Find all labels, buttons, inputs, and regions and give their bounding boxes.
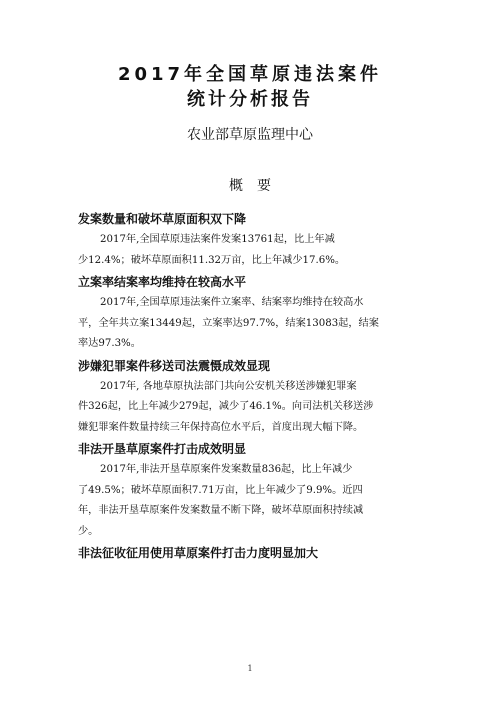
paragraph-line: 2017年, 各地草原执法部门共向公安机关移送涉嫌犯罪案 bbox=[100, 380, 357, 392]
section-heading: 发案数量和破坏草原面积双下降 bbox=[78, 212, 247, 226]
paragraph-line: 了49.5%；破坏草原面积7.71万亩，比上年减少了9.9%。近四 bbox=[78, 484, 363, 496]
section-heading: 非法征收征用使用草原案件打击力度明显加大 bbox=[78, 546, 319, 560]
paragraph-line: 件326起，比上年减少279起，减少了46.1%。向司法机关移送涉 bbox=[78, 401, 374, 412]
section-paragraph bbox=[78, 377, 440, 439]
section-paragraph bbox=[78, 460, 440, 542]
section-paragraph bbox=[78, 230, 440, 271]
report-title-line2: 统计分析报告 bbox=[187, 89, 313, 110]
paragraph-line: 2017年,全国草原违法案件发案13761起，比上年减 bbox=[100, 234, 335, 245]
section-paragraph bbox=[78, 293, 440, 355]
report-body bbox=[78, 209, 440, 564]
paragraph-line: 少。 bbox=[78, 525, 99, 537]
paragraph-line: 嫌犯罪案件数量持续三年保持高位水平后，首度出现大幅下降。 bbox=[78, 421, 364, 433]
summary-heading: 概要 bbox=[229, 178, 285, 194]
organization-name: 农业部草原监理中心 bbox=[187, 127, 313, 143]
section-heading: 涉嫌犯罪案件移送司法震慑成效显现 bbox=[78, 358, 271, 373]
page-number: 1 bbox=[247, 664, 253, 673]
report-title-line1: 2017年全国草原违法案件 bbox=[117, 64, 383, 85]
paragraph-line: 年，非法开垦草原案件发案数量不断下降，破坏草原面积持续减 bbox=[78, 505, 364, 516]
section-heading: 立案率结案率均维持在较高水平 bbox=[78, 275, 247, 289]
paragraph-line: 率达97.3%。 bbox=[78, 338, 141, 349]
paragraph-line: 平，全年共立案13449起，立案率达97.7%，结案13083起，结案 bbox=[78, 317, 379, 329]
section-heading: 非法开垦草原案件打击成效明显 bbox=[78, 442, 247, 456]
paragraph-line: 2017年,非法开垦草原案件发案数量836起，比上年减少 bbox=[100, 464, 353, 475]
paragraph-line: 少12.4%；破坏草原面积11.32万亩，比上年减少17.6%。 bbox=[78, 254, 346, 266]
paragraph-line: 2017年,全国草原违法案件立案率、结案率均维持在较高水 bbox=[100, 297, 364, 308]
